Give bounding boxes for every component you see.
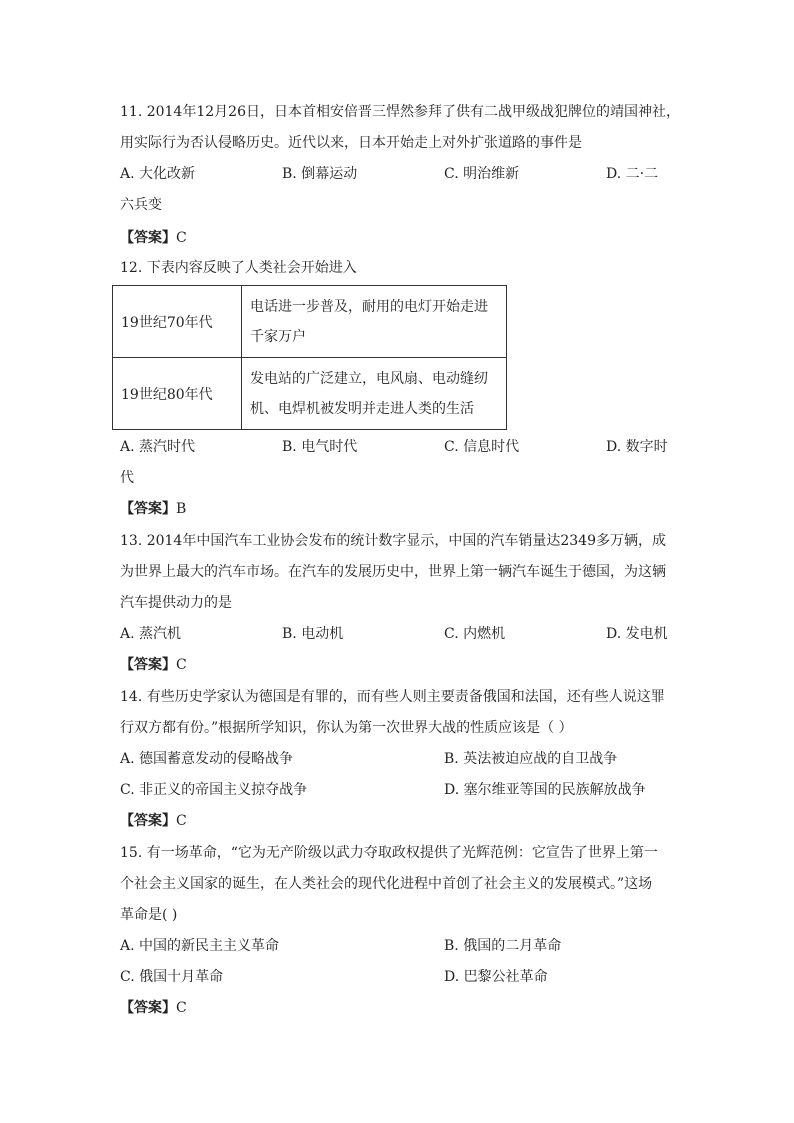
q13-stem-line-2: 为世界上最大的汽车市场。在汽车的发展历史中，世界上第一辆汽车诞生于德国，为这辆 [120,564,666,580]
q13-option-d: D. 发电机 [606,626,668,642]
q13-stem-line-1: 13. 2014年中国汽车工业协会发布的统计数字显示，中国的汽车销量达2349多万辆，成 [120,533,666,549]
q14-stem-line-1: 14. 有些历史学家认为德国是有罪的，而有些人则主要责备俄国和法国，还有些人说这罪 [120,689,665,705]
table-cell-desc [242,358,507,430]
answer-label: 【答案】 [120,813,176,829]
q14-option-b: B. 英法被迫应战的自卫战争 [444,751,618,767]
answer-value: C [176,813,187,829]
q15-option-a: A. 中国的新民主主义革命 [120,938,280,954]
q12-option-a: A. 蒸汽时代 [120,439,196,455]
answer-value: C [176,657,187,673]
table-cell-period: 19世纪80年代 [113,358,242,430]
q11-stem-line-2: 用实际行为否认侵略历史。近代以来，日本开始走上对外扩张道路的事件是 [120,135,582,151]
table-cell-desc [242,286,507,358]
q12-stem-line-1: 12. 下表内容反映了人类社会开始进入 [120,260,357,276]
answer-label: 【答案】 [120,1000,176,1016]
q12-option-b: B. 电气时代 [282,439,358,455]
q11-answer [120,228,187,248]
q15-stem-line-3: 革命是( ) [120,907,178,923]
desc-line: 机、电焊机被发明并走进人类的生活 [250,400,474,417]
q12-answer [120,499,186,519]
q14-stem-line-2: 行双方都有份。”根据所学知识，你认为第一次世界大战的性质应该是（ ） [120,720,573,736]
table-cell-period: 19世纪70年代 [113,286,242,358]
q15-stem-line-1: 15. 有一场革命，“它为无产阶级以武力夺取政权提供了光辉范例：它宣告了世界上第一 [120,845,658,861]
q13-option-a: A. 蒸汽机 [120,626,182,642]
q12-option-c: C. 信息时代 [444,439,520,455]
answer-label: 【答案】 [120,230,176,246]
q12-table [112,285,507,430]
q15-stem-line-2: 个社会主义国家的诞生，在人类社会的现代化进程中首创了社会主义的发展模式。”这场 [120,876,653,892]
q14-option-a: A. 德国蓄意发动的侵略战争 [120,751,294,767]
q14-answer [120,811,187,831]
answer-label: 【答案】 [120,501,176,517]
answer-value: B [176,501,187,517]
q11-option-c: C. 明治维新 [444,166,520,182]
q11-option-d: D. 二·二 [606,166,659,182]
desc-line: 千家万户 [250,328,306,345]
q15-option-c: C. 俄国十月革命 [120,969,224,985]
q13-stem-line-3: 汽车提供动力的是 [120,595,232,611]
q13-option-c: C. 内燃机 [444,626,506,642]
q13-option-b: B. 电动机 [282,626,344,642]
q15-answer [120,998,187,1018]
table-row [113,286,507,358]
q11-option-a: A. 大化改新 [120,166,196,182]
q14-option-d: D. 塞尔维亚等国的民族解放战争 [444,782,646,798]
q11-option-b: B. 倒幕运动 [282,166,358,182]
q11-option-d-wrap: 六兵变 [120,197,162,213]
answer-value: C [176,230,187,246]
q13-answer [120,655,187,675]
desc-line: 发电站的广泛建立，电风扇、电动缝纫 [250,370,488,387]
answer-label: 【答案】 [120,657,176,673]
q14-option-c: C. 非正义的帝国主义掠夺战争 [120,782,308,798]
q11-stem-line-1: 11. 2014年12月26日，日本首相安倍晋三悍然参拜了供有二战甲级战犯牌位的靖国神社， [120,104,680,120]
table-row [113,358,507,430]
q12-option-d-wrap: 代 [120,470,134,486]
q15-option-b: B. 俄国的二月革命 [444,938,562,954]
q15-option-d: D. 巴黎公社革命 [444,969,548,985]
desc-line: 电话进一步普及，耐用的电灯开始走进 [250,298,488,315]
answer-value: C [176,1000,187,1016]
q12-option-d: D. 数字时 [606,439,668,455]
